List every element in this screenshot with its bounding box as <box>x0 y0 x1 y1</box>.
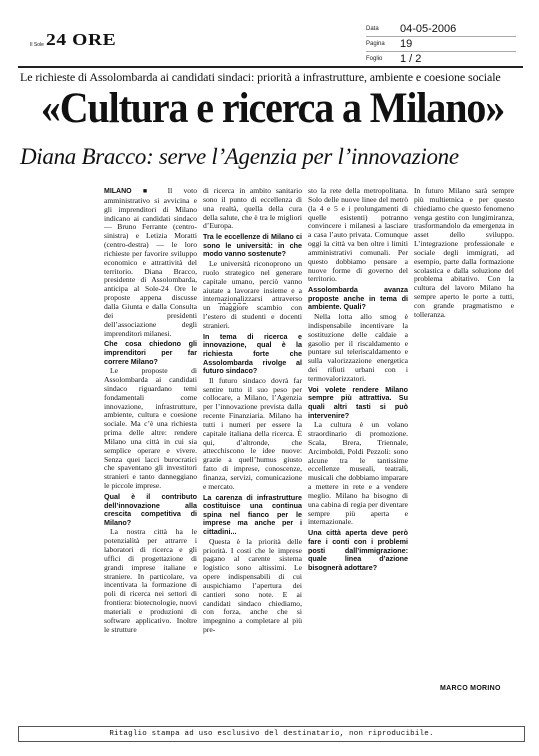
meta-label: Pagina <box>366 41 385 47</box>
article-column-1 <box>104 186 197 634</box>
meta-label: Data <box>366 26 379 32</box>
paragraph: Questa è la priorità delle priorità. I costi che le imprese pagano al carente sistema logistico sono altissimi. Le opere indispensabili di cui auspichiamo l’apertura dei cantieri sono note. E ai candidati sindaco chiediamo, con forza, anche che si impegnino a completare al più pre- <box>203 536 302 635</box>
interview-question: Qual è il contributo dell’innovazione alla crescita competitiva di Milano? <box>104 491 197 527</box>
meta-value: 04-05-2006 <box>400 23 457 35</box>
clipping-metadata <box>366 22 516 67</box>
article-signature: MARCO MORINO <box>440 685 501 692</box>
interview-question: Tra le eccellenze di Milano ci sono le università: in che modo vanno sostenute? <box>203 232 302 259</box>
article-column-2 <box>203 186 302 635</box>
interview-question: Voi volete rendere Milano sempre più attrattiva. Su quali altri tasti si può intervenire? <box>308 384 408 420</box>
paragraph: di ricerca in ambito sanitario sono il punto di eccellenza di una realtà, quella della cura della salute, che è tra le migliori d’Europa. <box>203 186 302 231</box>
article-subtitle: Diana Bracco: serve l’Agenzia per l’innovazione <box>20 144 459 169</box>
paragraph: La cultura è un volano straordinario di promozione. Scala, Brera, Triennale, Arcimboldi, Poldi Pezzoli: sono alcune tra le tantissime eccellenze museali, teatrali, musicali che dobbiamo imparare a mettere in rete e a vendere meglio. Milano ha bisogno di una cabina di regia per diventare sempre più aperta e internazionale. <box>308 420 408 527</box>
article-column-4 <box>414 187 514 579</box>
paragraph <box>104 187 197 338</box>
paragraph: Le proposte di Assolombarda ai candidati sindaco riguardano temi fondamentali come innovazione, infrastrutture, ambiente, cultura e coesione sociale. Ma c’è una richiesta prima delle altre: rendere Milano una città in cui sia semplice operare e vivere. Senza quei lacci burocratici che spaventano gli investitori stranieri e tanto danneggiano le piccole imprese. <box>104 366 197 491</box>
meta-row-page <box>366 37 516 52</box>
paragraph: Il futuro sindaco dovrà far sentire tutto il suo peso per collocare, a Milano, l’Agenzia per l’innovazione prevista dalla recente Finanziaria. Milano ha tutti i numeri per essere la capitale italiana della ricerca. È qui, d’altronde, che attecchiscono le idee nuove: grazie a quell’humus giusto fatto di imprese, conoscenze, finanza, servizi, comunicazione e mercato. <box>203 375 302 491</box>
meta-value: 19 <box>400 38 413 50</box>
paragraph: Le università riconoprono un ruolo strategico nel generare capitale umano, perciò vanno aiutate a lavorare insieme e a internazionalizzarsi attraverso un maggiore scambio con l’estero di studenti e docenti stranieri. <box>203 259 302 330</box>
footer-disclaimer: Ritaglio stampa ad uso esclusivo del destinatario, non riproducibile. <box>109 730 434 738</box>
paragraph: sto la rete della metropolitana. Solo delle nuove linee del metrò (la 4 e 5 e i prolungamenti di quelle esistenti) potranno convincere i milanesi a lasciare a casa l’auto privata. Comunque oggi la città va ben oltre i limiti amministrativi comunali. Per questo dobbiamo pensare a nuove forme di governo del territorio. <box>308 186 408 284</box>
article-column-3 <box>308 187 408 579</box>
logo-small-text: Il Sole <box>30 42 44 48</box>
meta-value: 1 / 2 <box>400 53 422 65</box>
paragraph: La nostra città ha le potenzialità per attrarre i laboratori di ricerca e gli uffici di progettazione di grandi imprese italiane e straniere. In particolare, va incentivata la formazione di poli di ricerca nei settori di frontiera: biotecnologie, nuovi materiali e produzioni di software applicativo. Inoltre le strutture <box>104 527 197 634</box>
article-title: «Cultura e ricerca a Milano» <box>40 85 505 132</box>
article-kicker: Le richieste di Assolombarda ai candidati sindaci: priorità a infrastrutture, ambiente e coesione sociale <box>20 70 501 84</box>
header-divider <box>18 66 523 68</box>
dateline: MILANO ■ <box>104 188 157 195</box>
meta-row-sheet <box>366 52 516 67</box>
logo-big-text: 24 ORE <box>45 30 117 49</box>
interview-question: La carenza di infrastrutture costituisce una continua spina nel fianco per le imprese ma anche per i cittadini... <box>203 492 302 537</box>
interview-question: Una città aperta deve però fare i conti con i problemi posti dall’immigrazione: quale linea d’azione bisognerà adottare? <box>308 528 408 572</box>
clipping-footer <box>18 726 525 742</box>
column-separator <box>218 303 246 304</box>
meta-label: Foglio <box>366 56 383 62</box>
newspaper-logo <box>30 30 117 49</box>
paragraph: Nella lotta allo smog è indispensabile incentivare la sostituzione delle caldaie a gasolio per il riscaldamento e puntare sul teleriscaldamento e sulla valorizzazione energetica dei rifiuti urbani con i termovalorizzatori. <box>308 312 408 383</box>
paragraph: In futuro Milano sarà sempre più multietnica e per questo chiediamo che questo fenomeno venga gestito con lungimiranza, trasformandolo da emergenza in asset dello sviluppo. L’integrazione professionale e sociale degli immigrati, ad esempio, parte dalla formazione scolastica e dalla soluzione del problema abitativo. Con la cultura del lavoro Milano ha sempre aperto le porte a tutti, con grande pragmatismo e tolleranza. <box>414 186 514 319</box>
paragraph-text: Il voto amministrativo si avvicina e gli imprenditori di Milano indicano ai candidati sindaco — Bruno Ferrante (centro-sinistra) e Letizia Moratti (centro-destra) — le loro richieste per favorire sviluppo economico e attrattività del territorio. Diana Bracco, presidente di Assolombarda, anticipa al Sole-24 Ore le proposte appena discusse dalla Giunta e dalla Consulta dei presidenti dell’associazione degli imprenditori milanesi. <box>104 186 197 338</box>
interview-question: Assolombarda avanza proposte anche in tema di ambiente. Quali? <box>308 285 408 312</box>
interview-question: In tema di ricerca e innovazione, qual è la richiesta forte che Assolombarda rivolge al futuro sindaco? <box>203 331 302 376</box>
meta-row-date <box>366 22 516 37</box>
interview-question: Che cosa chiedono gli imprenditori per far correre Milano? <box>104 339 197 366</box>
